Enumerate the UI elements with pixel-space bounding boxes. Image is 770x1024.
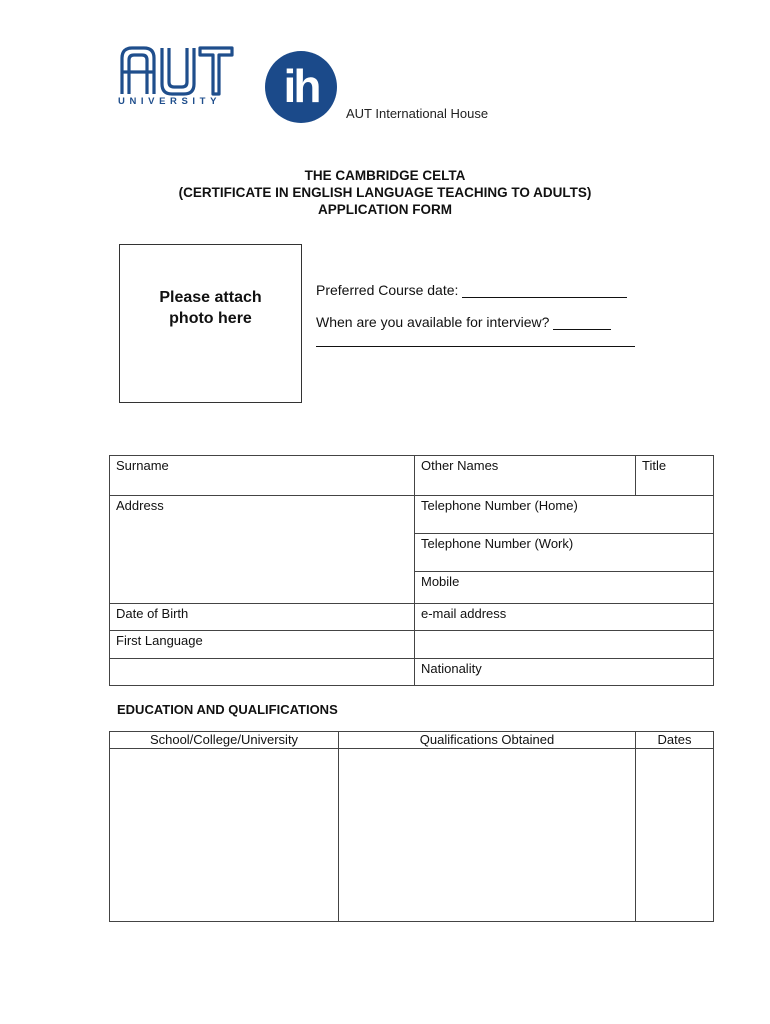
column-header-school: School/College/University bbox=[109, 731, 339, 749]
title-line-2: (CERTIFICATE IN ENGLISH LANGUAGE TEACHING TO ADULTS) bbox=[178, 185, 592, 200]
aut-logo-letters bbox=[118, 44, 234, 96]
column-header-dates: Dates bbox=[635, 731, 714, 749]
aut-university-logo bbox=[118, 44, 234, 120]
phone-work-cell[interactable] bbox=[414, 533, 714, 572]
title-label: Title bbox=[642, 458, 667, 473]
form-title bbox=[0, 167, 770, 218]
title-line-3: APPLICATION FORM bbox=[318, 202, 452, 217]
phone-home-cell[interactable] bbox=[414, 495, 714, 534]
photo-box[interactable] bbox=[119, 244, 302, 403]
surname-label: Surname bbox=[116, 458, 169, 473]
interview-availability bbox=[316, 314, 611, 330]
surname-cell[interactable] bbox=[109, 455, 415, 496]
email-cell[interactable] bbox=[414, 603, 714, 631]
mobile-cell[interactable] bbox=[414, 571, 714, 604]
title-line-1: THE CAMBRIDGE CELTA bbox=[304, 168, 466, 183]
ih-logo bbox=[265, 51, 337, 123]
address-label: Address bbox=[116, 498, 164, 513]
phone-work-label: Telephone Number (Work) bbox=[421, 536, 574, 551]
preferred-course-label: Preferred Course date: bbox=[316, 282, 459, 298]
photo-line-1: Please attach bbox=[159, 289, 262, 306]
preferred-course-field[interactable] bbox=[462, 283, 627, 298]
nationality-label: Nationality bbox=[421, 661, 482, 676]
education-table bbox=[109, 731, 714, 922]
empty-cell[interactable] bbox=[109, 658, 415, 686]
education-heading: EDUCATION AND QUALIFICATIONS bbox=[117, 702, 338, 717]
dates-entry-cell[interactable] bbox=[635, 748, 714, 922]
phone-home-label: Telephone Number (Home) bbox=[421, 498, 578, 513]
column-header-qualifications: Qualifications Obtained bbox=[338, 731, 636, 749]
qualifications-entry-cell[interactable] bbox=[338, 748, 636, 922]
preferred-course-date bbox=[316, 282, 627, 298]
address-cell[interactable] bbox=[109, 495, 415, 604]
ih-caption: AUT International House bbox=[346, 106, 489, 121]
other-names-cell[interactable] bbox=[414, 455, 636, 496]
title-cell[interactable] bbox=[635, 455, 714, 496]
aut-university-subtitle: UNIVERSITY bbox=[118, 96, 222, 107]
dob-cell[interactable] bbox=[109, 603, 415, 631]
interview-field-line-2[interactable] bbox=[316, 346, 635, 347]
interview-field[interactable] bbox=[553, 315, 611, 330]
ih-logo-letters: ih bbox=[283, 60, 319, 112]
personal-details-table bbox=[109, 455, 714, 686]
first-language-label: First Language bbox=[116, 633, 203, 648]
photo-instructions bbox=[120, 287, 301, 329]
nationality-cell[interactable] bbox=[414, 658, 714, 686]
other-names-label: Other Names bbox=[421, 458, 499, 473]
empty-cell[interactable] bbox=[414, 630, 714, 659]
interview-label: When are you available for interview? bbox=[316, 314, 550, 330]
photo-line-2: photo here bbox=[169, 310, 252, 327]
school-entry-cell[interactable] bbox=[109, 748, 339, 922]
email-label: e-mail address bbox=[421, 606, 507, 621]
mobile-label: Mobile bbox=[421, 574, 460, 589]
first-language-cell[interactable] bbox=[109, 630, 415, 659]
dob-label: Date of Birth bbox=[116, 606, 189, 621]
